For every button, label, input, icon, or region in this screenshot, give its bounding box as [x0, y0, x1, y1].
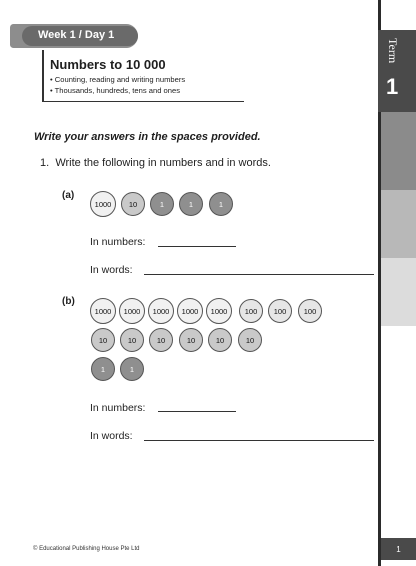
- coin-10: 10: [120, 328, 144, 352]
- coin-1000: 1000: [177, 298, 203, 324]
- coin-10: 10: [91, 328, 115, 352]
- term-tab-3[interactable]: [381, 190, 416, 258]
- coin-100: 100: [298, 299, 322, 323]
- numbers-answer-line[interactable]: [158, 411, 236, 412]
- copyright-footer: © Educational Publishing House Pte Ltd: [33, 546, 140, 552]
- bullet-item: • Thousands, hundreds, tens and ones: [50, 86, 181, 95]
- coin-10: 10: [121, 192, 145, 216]
- coin-10: 10: [208, 328, 232, 352]
- question-number: 1.: [40, 157, 50, 169]
- coin-1: 1: [120, 357, 144, 381]
- coin-1000: 1000: [90, 298, 116, 324]
- in-words-label: In words:: [90, 430, 133, 442]
- coin-1000: 1000: [148, 298, 174, 324]
- coin-1: 1: [91, 357, 115, 381]
- part-a-label: (a): [62, 190, 75, 201]
- page-number: 1: [381, 538, 416, 560]
- page-title: Numbers to 10 000: [50, 57, 166, 72]
- numbers-answer-line[interactable]: [158, 246, 236, 247]
- term-number: 1: [386, 74, 399, 99]
- term-tab-2[interactable]: [381, 112, 416, 190]
- coin-10: 10: [238, 328, 262, 352]
- week-day-label: Week 1 / Day 1: [38, 29, 115, 41]
- coin-100: 100: [268, 299, 292, 323]
- coin-1000: 1000: [206, 298, 232, 324]
- coin-1: 1: [209, 192, 233, 216]
- bullet-item: • Counting, reading and writing numbers: [50, 75, 186, 84]
- term-tab-4[interactable]: [381, 258, 416, 326]
- part-b-label: (b): [62, 296, 75, 307]
- coin-1: 1: [150, 192, 174, 216]
- coin-1: 1: [179, 192, 203, 216]
- question-text: Write the following in numbers and in words.: [55, 157, 271, 169]
- question-1: [40, 157, 271, 169]
- coin-100: 100: [239, 299, 263, 323]
- instruction-text: Write your answers in the spaces provided.: [34, 131, 261, 143]
- in-words-label: In words:: [90, 264, 133, 276]
- coin-1000: 1000: [90, 191, 116, 217]
- in-numbers-label: In numbers:: [90, 236, 146, 248]
- in-numbers-label: In numbers:: [90, 402, 146, 414]
- words-answer-line[interactable]: [144, 274, 374, 275]
- coin-10: 10: [179, 328, 203, 352]
- coin-10: 10: [149, 328, 173, 352]
- words-answer-line[interactable]: [144, 440, 374, 441]
- term-label: Term: [386, 38, 400, 64]
- coin-1000: 1000: [119, 298, 145, 324]
